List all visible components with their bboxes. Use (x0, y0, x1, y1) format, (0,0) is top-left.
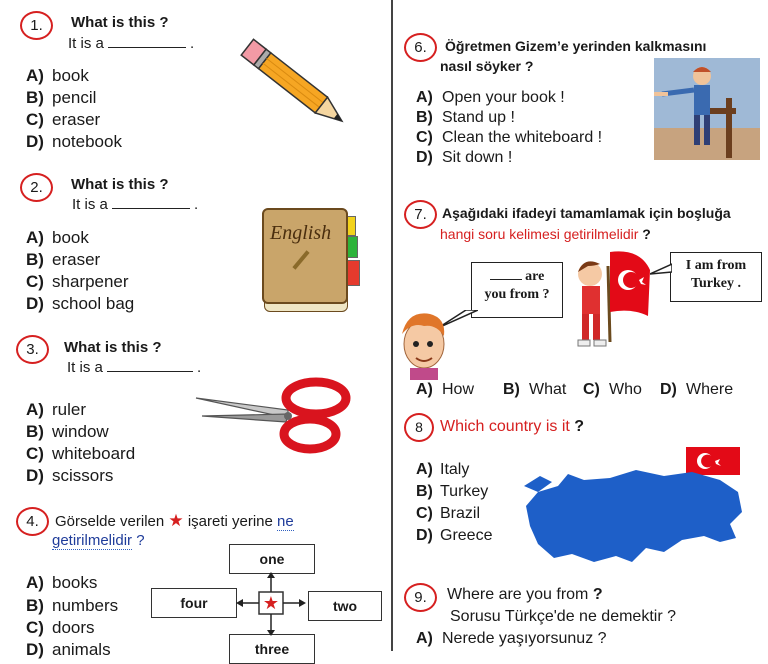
q6-option-c[interactable]: C) Clean the whiteboard ! (416, 129, 603, 146)
scissors-icon (192, 376, 360, 456)
q3-option-a[interactable]: A) ruler (26, 400, 87, 419)
speech-bubble-answer: I am from Turkey . (670, 252, 762, 302)
column-divider (391, 0, 393, 651)
turkey-map-icon (524, 466, 746, 570)
q7-option-d[interactable]: D) Where (660, 381, 734, 398)
answer-blank (108, 35, 186, 48)
boy-with-turkish-flag-illustration (570, 246, 656, 354)
q8-option-b[interactable]: B) Turkey (416, 483, 489, 500)
question-number-8: 8 (404, 413, 434, 442)
q3-option-b[interactable]: B) window (26, 422, 109, 441)
answer-blank (107, 359, 193, 372)
q2-option-c[interactable]: C) sharpener (26, 272, 129, 291)
q6-option-a[interactable]: A) Open your book ! (416, 89, 565, 106)
question-number-4: 4. (16, 507, 49, 536)
speech-bubble-question: are you from ? (471, 262, 563, 318)
q8-title: Which country is it ? (440, 418, 585, 435)
q3-line2: It is a . (67, 359, 202, 376)
q6-line2: nasıl söyker ? (440, 58, 534, 74)
q8-option-a[interactable]: A) Italy (416, 461, 470, 478)
q6-option-d[interactable]: D) Sit down ! (416, 149, 513, 166)
q3-title: What is this ? (64, 339, 162, 356)
q7-option-c[interactable]: C) Who (583, 381, 642, 398)
standing-student-illustration (654, 58, 760, 160)
diagram-box-bottom: three (229, 634, 315, 664)
q4-option-c[interactable]: C) doors (26, 618, 95, 637)
q1-option-b[interactable]: B) pencil (26, 88, 97, 107)
question-number-2: 2. (20, 173, 53, 202)
english-book-icon (262, 208, 364, 316)
q1-title: What is this ? (71, 14, 169, 31)
question-number-1: 1. (20, 11, 53, 40)
question-number-3: 3. (16, 335, 49, 364)
q9-option-a[interactable]: A) Nerede yaşıyorsunuz ? (416, 630, 607, 647)
q7-option-a[interactable]: A) How (416, 381, 475, 398)
q6-option-b[interactable]: B) Stand up ! (416, 109, 515, 126)
q1-option-a[interactable]: A) book (26, 66, 89, 85)
q2-option-b[interactable]: B) eraser (26, 250, 101, 269)
svg-text:★: ★ (262, 593, 280, 614)
q7-option-b[interactable]: B) What (503, 381, 567, 398)
q2-line2: It is a . (72, 196, 199, 213)
star-icon: ★ (168, 511, 184, 530)
q2-option-d[interactable]: D) school bag (26, 294, 135, 313)
q3-option-c[interactable]: C) whiteboard (26, 444, 136, 463)
q7-line2: hangi soru kelimesi getirilmelidir ? (440, 226, 651, 242)
book-label: English (270, 222, 332, 244)
pencil-icon (232, 30, 362, 142)
q8-option-d[interactable]: D) Greece (416, 527, 493, 544)
q4-title: Görselde verilen ★ işareti yerine ne (55, 511, 294, 530)
q4-option-d[interactable]: D) animals (26, 640, 111, 659)
q8-option-c[interactable]: C) Brazil (416, 505, 481, 522)
q1-line2: It is a . (68, 35, 195, 52)
boy-face-illustration (398, 308, 450, 380)
q1-option-d[interactable]: D) notebook (26, 132, 122, 151)
q2-title: What is this ? (71, 176, 169, 193)
diagram-arrows (236, 572, 306, 636)
q6-line1: Öğretmen Gizem’e yerinden kalkmasını (445, 38, 707, 54)
question-number-6: 6. (404, 33, 437, 62)
q1-option-c[interactable]: C) eraser (26, 110, 101, 129)
diagram-box-left: four (151, 588, 237, 618)
diagram-box-right: two (308, 591, 382, 621)
q4-option-a[interactable]: A) books (26, 573, 98, 592)
q7-line1: Aşağıdaki ifadeyi tamamlamak için boşluğa (442, 205, 731, 221)
question-number-7: 7. (404, 200, 437, 229)
diagram-box-top: one (229, 544, 315, 574)
q2-option-a[interactable]: A) book (26, 228, 89, 247)
q3-option-d[interactable]: D) scissors (26, 466, 114, 485)
q9-line1: Where are you from ? (447, 586, 603, 603)
answer-blank (112, 196, 190, 209)
q9-line2: Sorusu Türkçe'de ne demektir ? (450, 608, 676, 625)
q4-option-b[interactable]: B) numbers (26, 596, 119, 615)
question-number-9: 9. (404, 583, 437, 612)
q4-title-line2: getirilmelidir ? (52, 532, 145, 549)
